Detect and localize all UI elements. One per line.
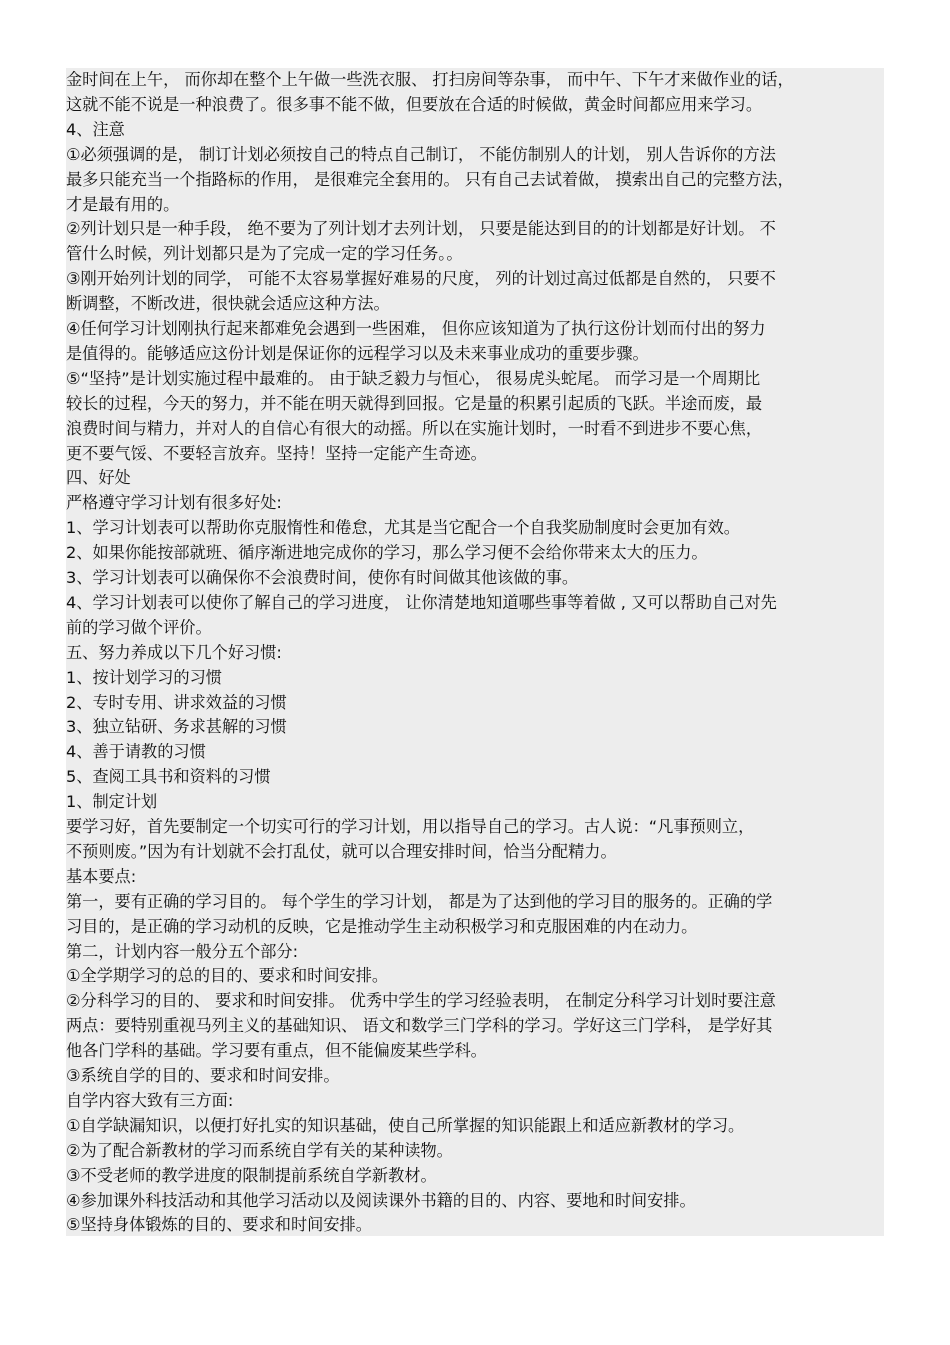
text-line: ③系统自学的目的、要求和时间安排。 [66,1066,340,1085]
text-line: ④参加课外科技活动和其他学习活动以及阅读课外书籍的目的、内容、要地和时间安排。 [66,1190,696,1210]
text-line: ⑤“坚持”是计划实施过程中最难的。 由于缺乏毅力与恒心， 很易虎头蛇尾。 而学习是一个周期比 [66,368,761,388]
text-line: 2、专时专用、讲求效益的习惯 [66,692,287,712]
text-line: 第二，计划内容一般分五个部分: [66,941,299,961]
text-line: 更不要气馁、不要轻言放弃。坚持！坚持一定能产生奇迹。 [66,443,487,463]
text-line: 这就不能不说是一种浪费了。很多事不能不做，但要放在合适的时候做，黄金时间都应用来学习。 [66,94,763,114]
text-line: 3、独立钻研、务求甚解的习惯 [66,717,287,737]
text-line: 金时间在上午， 而你却在整个上午做一些洗衣服、 打扫房间等杂事， 而中午、下午才来做作业的话， [66,70,794,89]
text-line: 1、按计划学习的习惯 [66,667,222,687]
text-line: 最多只能充当一个指路标的作用， 是很难完全套用的。 只有自己去试着做， 摸索出自己的完整方法， [66,169,794,189]
text-line: 4、注意 [66,119,125,139]
text-line: 第一，要有正确的学习目的。 每个学生的学习计划， 都是为了达到他的学习目的服务的。正确的学 [66,891,773,911]
text-line: 习目的，是正确的学习动机的反映，它是推动学生主动积极学习和克服困难的内在动力。 [66,916,698,936]
text-line: 五、努力养成以下几个好习惯: [66,642,282,662]
text-line: ②为了配合新教材的学习而系统自学有关的某种读物。 [66,1140,453,1160]
text-line: 两点：要特别重视马列主义的基础知识、 语文和数学三门学科的学习。学好这三门学科， 是学好其 [66,1016,773,1036]
text-line: 四、好处 [66,468,131,488]
text-line: 4、学习计划表可以使你了解自己的学习进度， 让你清楚地知道哪些事等着做 , 又可以帮助自己对先 [66,592,777,612]
text-line: 才是最有用的。 [66,194,180,214]
text-line: ④任何学习计划刚执行起来都难免会遇到一些困难， 但你应该知道为了执行这份计划而付出的努力 [66,319,766,338]
text-line: 1、制定计划 [66,792,158,812]
text-line: 2、如果你能按部就班、循序渐进地完成你的学习，那么学习便不会给你带来太大的压力。 [66,543,708,563]
text-line: ⑤坚持身体锻炼的目的、要求和时间安排。 [66,1215,372,1235]
text-line: ②列计划只是一种手段， 绝不要为了列计划才去列计划， 只要是能达到目的的计划都是好计划。 不 [66,219,776,239]
text-line: 4、善于请教的习惯 [66,742,206,762]
text-line: 3、学习计划表可以确保你不会浪费时间，使你有时间做其他该做的事。 [66,568,579,587]
text-line: 是值得的。能够适应这份计划是保证你的远程学习以及未来事业成功的重要步骤。 [66,343,649,363]
text-line: ②分科学习的目的、 要求和时间安排。 优秀中学生的学习经验表明， 在制定分科学习计划时要注意 [66,991,776,1011]
text-line: 断调整，不断改进，很快就会适应这种方法。 [66,294,390,314]
text-line: ①必须强调的是， 制订计划必须按自己的特点自己制订， 不能仿制别人的计划， 别人告诉你的方法 [66,144,776,164]
text-line: 他各门学科的基础。学习要有重点，但不能偏废某些学科。 [66,1041,487,1061]
text-line: 要学习好，首先要制定一个切实可行的学习计划，用以指导自己的学习。古人说：“凡事预则立， [66,817,755,836]
text-line: 1、学习计划表可以帮助你克服惰性和倦怠，尤其是当它配合一个自我奖励制度时会更加有效。 [66,518,740,538]
text-line: 前的学习做个评价。 [66,617,212,637]
text-line: 5、查阅工具书和资料的习惯 [66,767,271,787]
text-line: 较长的过程，今天的努力，并不能在明天就得到回报。它是量的积累引起质的飞跃。半途而废，最 [66,393,763,413]
text-line: 管什么时候，列计划都只是为了完成一定的学习任务。。 [66,244,463,264]
text-line: ①全学期学习的总的目的、要求和时间安排。 [66,966,389,986]
text-line: 不预则废。”因为有计划就不会打乱仗，就可以合理安排时间，恰当分配精力。 [66,841,617,861]
text-line: ③不受老师的教学进度的限制提前系统自学新教材。 [66,1165,437,1185]
text-line: 浪费时间与精力，并对人的自信心有很大的动摇。所以在实施计划时，一时看不到进步不要心焦， [66,418,763,438]
text-line: 严格遵守学习计划有很多好处: [66,493,282,513]
text-line: ①自学缺漏知识，以便打好扎实的知识基础，使自己所掌握的知识能跟上和适应新教材的学习。 [66,1115,745,1135]
text-line: 自学内容大致有三方面: [66,1090,234,1110]
text-line: 基本要点: [66,866,137,886]
text-line: ③刚开始列计划的同学， 可能不太容易掌握好难易的尺度， 列的计划过高过低都是自然的， 只要不 [66,269,776,289]
